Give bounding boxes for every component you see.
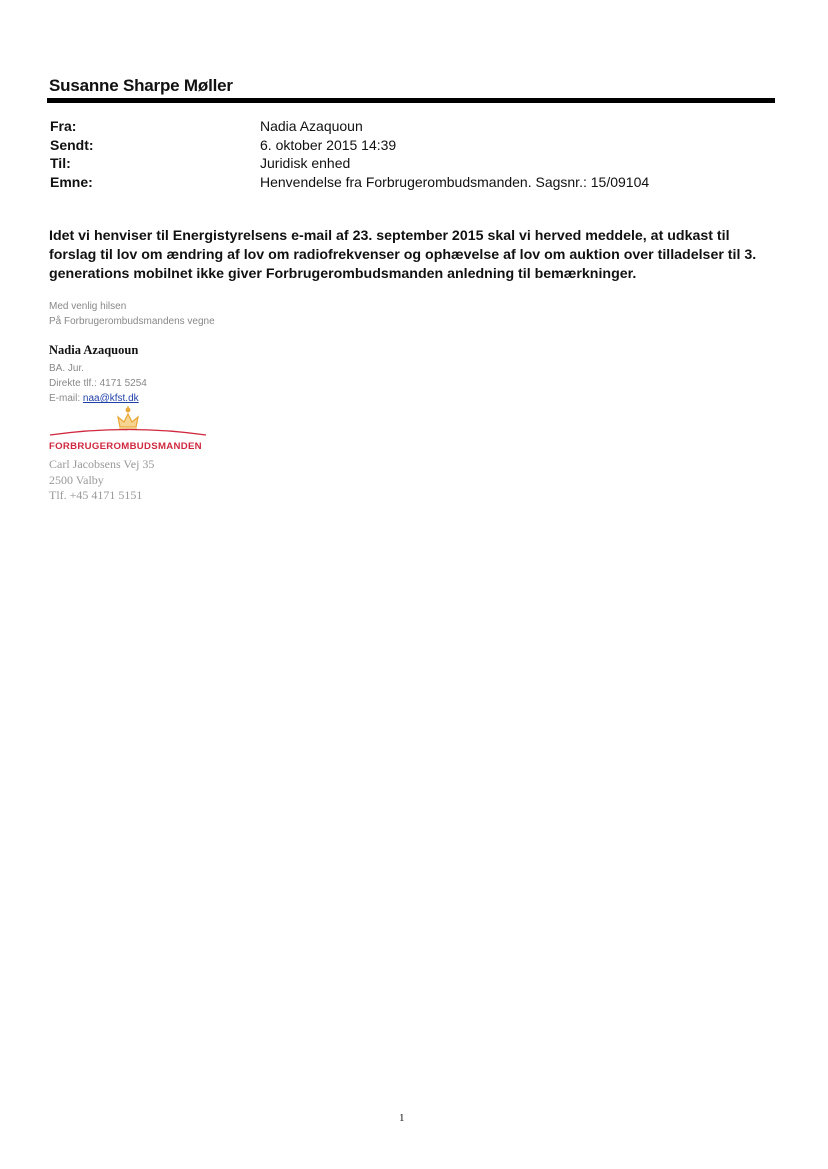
signature-name: Nadia Azaquoun	[49, 343, 139, 357]
logo-arc	[50, 430, 206, 436]
header-row-to	[50, 154, 770, 173]
subject-label: Emne:	[50, 173, 93, 190]
address-city: 2500 Valby	[49, 472, 104, 487]
signature-email-line	[49, 391, 147, 406]
address-street: Carl Jacobsens Vej 35	[49, 457, 155, 471]
signature-address	[49, 457, 154, 504]
signature-title: BA. Jur.	[49, 363, 85, 374]
address-phone: Tlf. +45 4171 5151	[49, 488, 143, 502]
header-row-subject	[50, 173, 770, 192]
signature-greeting: Med venlig hilsen	[49, 301, 127, 312]
from-value: Nadia Azaquoun	[260, 118, 363, 134]
sent-label: Sendt:	[50, 136, 94, 153]
header-row-from	[50, 117, 770, 136]
header-row-sent	[50, 136, 770, 155]
email-link[interactable]: naa@kfst.dk	[82, 393, 139, 404]
to-label: Til:	[50, 155, 71, 171]
email-label: E-mail:	[49, 393, 83, 404]
document-owner-name: Susanne Sharpe Møller	[49, 76, 233, 95]
signature-phone: Direkte tlf.: 4171 5254	[49, 378, 147, 389]
logo-text: FORBRUGEROMBUDSMANDEN	[49, 441, 202, 452]
signature-details	[49, 361, 147, 406]
from-label: Fra:	[50, 118, 77, 134]
to-value: Juridisk enhed	[260, 155, 351, 171]
signature-greeting-block	[49, 299, 215, 329]
subject-value: Henvendelse fra Forbrugerombudsmanden. Sagsnr.: 15/09104	[260, 173, 650, 190]
sent-value: 6. oktober 2015 14:39	[260, 136, 397, 153]
header-rule	[47, 98, 775, 103]
page-number: 1	[399, 1112, 405, 1124]
email-header	[50, 117, 770, 191]
message-body: Idet vi henviser til Energistyrelsens e-mail af 23. september 2015 skal vi herved meddele, at udkast til forslag til lov om ændring af lov om radiofrekvenser og ophævelse af lov om auktion over tilladelser til 3. generations mobilnet ikke giver Forbrugerombudsmanden anledning til bemærkninger.	[49, 228, 757, 282]
signature-on-behalf: På Forbrugerombudsmandens vegne	[49, 316, 215, 327]
crown-icon	[118, 406, 138, 429]
